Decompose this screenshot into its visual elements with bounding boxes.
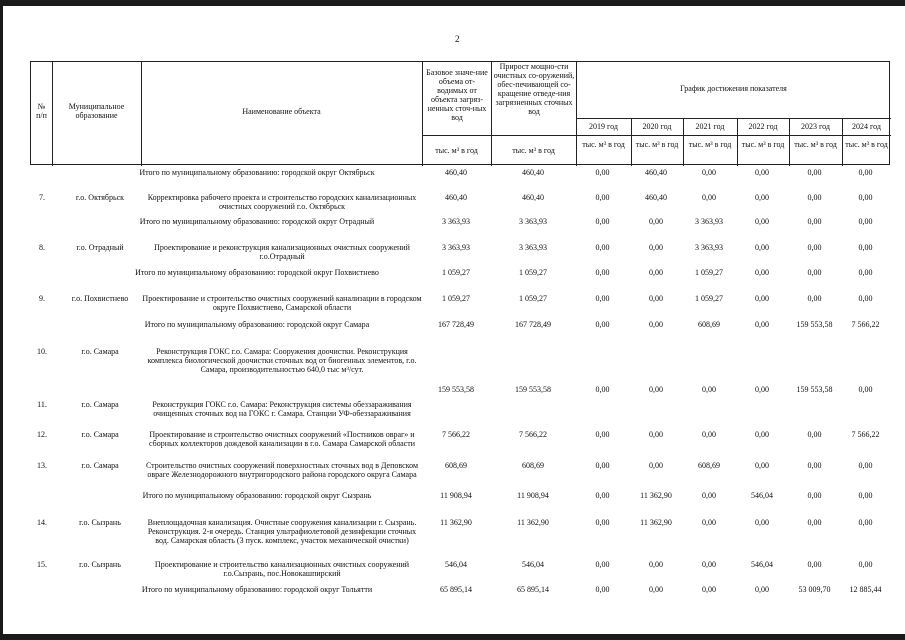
year-value-2023: 53 009,70 bbox=[798, 585, 831, 594]
year-value-2020: 0,00 bbox=[649, 294, 663, 303]
year-2020: 2020 год bbox=[642, 122, 672, 131]
year-value-2022: 0,00 bbox=[755, 461, 769, 470]
base-value: 11 362,90 bbox=[440, 518, 472, 527]
year-value-2020: 0,00 bbox=[649, 430, 663, 439]
base-value: 460,40 bbox=[445, 193, 467, 202]
row-municipality: г.о. Самара bbox=[81, 430, 119, 439]
year-value-2021: 0,00 bbox=[702, 491, 716, 500]
year-value-2023: 0,00 bbox=[807, 560, 822, 569]
base-value: 159 553,58 bbox=[438, 385, 474, 394]
unit-2022: тыс. м³ в год bbox=[741, 140, 785, 149]
year-value-2019: 0,00 bbox=[595, 268, 610, 277]
year-value-2022: 546,04 bbox=[751, 560, 773, 569]
increase-value: 11 908,94 bbox=[517, 491, 549, 500]
year-2022: 2022 год bbox=[748, 122, 778, 131]
year-value-2020: 0,00 bbox=[649, 461, 663, 470]
year-value-2020: 460,40 bbox=[645, 168, 667, 177]
base-value: 1 059,27 bbox=[442, 294, 470, 303]
year-value-2019: 0,00 bbox=[595, 430, 610, 439]
unit-base: тыс. м³ в год bbox=[435, 146, 478, 155]
year-value-2024: 12 885,44 bbox=[849, 585, 882, 594]
year-value-2019: 0,00 bbox=[595, 560, 610, 569]
year-value-2020: 0,00 bbox=[649, 320, 663, 329]
year-value-2024: 0,00 bbox=[858, 491, 873, 500]
unit-2020: тыс. м³ в год bbox=[635, 140, 679, 149]
year-value-2023: 0,00 bbox=[807, 461, 822, 470]
year-value-2020: 0,00 bbox=[649, 243, 663, 252]
row-municipality: г.о. Самара bbox=[81, 347, 119, 356]
row-municipality: г.о. Отрадный bbox=[76, 243, 124, 252]
year-value-2024: 0,00 bbox=[858, 268, 873, 277]
year-value-2022: 0,00 bbox=[755, 430, 769, 439]
year-value-2024: 0,00 bbox=[858, 193, 873, 202]
year-value-2020: 0,00 bbox=[649, 585, 663, 594]
row-number: 11. bbox=[37, 400, 47, 409]
year-value-2021: 608,69 bbox=[698, 461, 720, 470]
row-municipality: г.о. Октябрьск bbox=[75, 193, 125, 202]
row-object-name: Проектирование и строительство очистных сооружений «Постников овраг» и сборных коллекторов дождевой канализации в г.о. Самара Самарской области bbox=[149, 430, 415, 448]
year-value-2024: 7 566,22 bbox=[851, 320, 880, 329]
year-value-2024: 7 566,22 bbox=[851, 430, 880, 439]
year-value-2019: 0,00 bbox=[595, 243, 610, 252]
row-object-name: Внеплощадочная канализация. Очистные сооружения канализации г. Сызрань. Реконструкция. 2-я очередь. Станция ультрафиолетовой дезинфекции сточных вод. Самарская область (3 пуск. комплекс, участок механической очистки) bbox=[147, 518, 417, 545]
row-number: 15. bbox=[37, 560, 47, 569]
row-municipality: г.о. Сызрань bbox=[79, 518, 121, 527]
year-value-2023: 0,00 bbox=[807, 268, 822, 277]
header-base: Базовое значе-ние объема от-водимых от объекта загряз-ненных сточ-ных вод bbox=[426, 68, 488, 122]
year-value-2019: 0,00 bbox=[595, 320, 610, 329]
base-value: 167 728,49 bbox=[438, 320, 474, 329]
year-value-2022: 0,00 bbox=[755, 518, 769, 527]
year-value-2022: 0,00 bbox=[755, 268, 769, 277]
row-number: 14. bbox=[37, 518, 47, 527]
year-value-2024: 0,00 bbox=[858, 518, 873, 527]
year-value-2019: 0,00 bbox=[595, 585, 610, 594]
unit-2021: тыс. м³ в год bbox=[688, 140, 732, 149]
increase-value: 11 362,90 bbox=[517, 518, 549, 527]
increase-value: 3 363,93 bbox=[519, 243, 547, 252]
table-header bbox=[30, 61, 890, 165]
increase-value: 1 059,27 bbox=[519, 268, 547, 277]
year-value-2021: 1 059,27 bbox=[695, 294, 723, 303]
row-number: 12. bbox=[37, 430, 47, 439]
year-value-2023: 0,00 bbox=[807, 193, 822, 202]
year-value-2019: 0,00 bbox=[595, 518, 610, 527]
increase-value: 460,40 bbox=[522, 168, 544, 177]
year-value-2020: 11 362,90 bbox=[640, 491, 672, 500]
base-value: 460,40 bbox=[445, 168, 467, 177]
year-value-2021: 0,00 bbox=[702, 585, 716, 594]
year-value-2022: 0,00 bbox=[755, 217, 769, 226]
increase-value: 65 895,14 bbox=[517, 585, 549, 594]
year-value-2022: 0,00 bbox=[755, 168, 769, 177]
year-value-2023: 0,00 bbox=[807, 430, 822, 439]
year-value-2024: 0,00 bbox=[858, 217, 873, 226]
year-value-2021: 0,00 bbox=[702, 385, 716, 394]
year-value-2021: 608,69 bbox=[698, 320, 720, 329]
header-num: № п/п bbox=[36, 102, 47, 120]
year-value-2019: 0,00 bbox=[595, 491, 610, 500]
base-value: 3 363,93 bbox=[442, 217, 470, 226]
header-object: Наименование объекта bbox=[242, 107, 321, 116]
base-value: 546,04 bbox=[445, 560, 467, 569]
year-value-2023: 0,00 bbox=[807, 217, 822, 226]
year-value-2019: 0,00 bbox=[595, 217, 610, 226]
year-value-2022: 546,04 bbox=[751, 491, 773, 500]
base-value: 11 908,94 bbox=[440, 491, 472, 500]
year-value-2021: 0,00 bbox=[702, 193, 716, 202]
increase-value: 167 728,49 bbox=[515, 320, 551, 329]
total-label: Итого по муниципальному образованию: городской округ Сызрань bbox=[142, 491, 372, 500]
row-number: 13. bbox=[37, 461, 47, 470]
year-value-2021: 1 059,27 bbox=[695, 268, 723, 277]
increase-value: 7 566,22 bbox=[519, 430, 547, 439]
left-border bbox=[0, 0, 3, 640]
year-value-2024: 0,00 bbox=[858, 560, 873, 569]
year-value-2023: 0,00 bbox=[807, 243, 822, 252]
row-number: 8. bbox=[39, 243, 45, 252]
year-value-2019: 0,00 bbox=[595, 168, 610, 177]
unit-2019: тыс. м³ в год bbox=[582, 140, 625, 149]
year-value-2023: 0,00 bbox=[807, 294, 822, 303]
year-value-2020: 0,00 bbox=[649, 560, 663, 569]
unit-increase: тыс. м³ в год bbox=[512, 146, 555, 155]
total-label: Итого по муниципальному образованию: городской округ Тольятти bbox=[141, 585, 373, 594]
year-value-2022: 0,00 bbox=[755, 294, 769, 303]
year-value-2019: 0,00 bbox=[595, 385, 610, 394]
year-2023: 2023 год bbox=[801, 122, 830, 131]
year-value-2024: 0,00 bbox=[858, 243, 873, 252]
year-2019: 2019 год bbox=[589, 122, 618, 131]
year-value-2023: 0,00 bbox=[807, 518, 822, 527]
row-object-name: Строительство очистных сооружений поверхностных сточных вод в Деповском овраге Железнодорожного внутригородского района городского округа Самара bbox=[145, 461, 419, 479]
total-label: Итого по муниципальному образованию: городской округ Отрадный bbox=[139, 217, 375, 226]
header-increase: Прирост мощно-сти очистных со-оружений, обес-печивающей со-кращение отведе-ния загрязненных сточных вод bbox=[493, 62, 575, 116]
year-value-2021: 0,00 bbox=[702, 430, 716, 439]
row-object-name: Проектирование и строительство очистных сооружений канализации в городском округе Похвистнево, Самарской области bbox=[142, 294, 422, 312]
year-value-2021: 0,00 bbox=[702, 518, 716, 527]
year-value-2022: 0,00 bbox=[755, 243, 769, 252]
year-value-2021: 0,00 bbox=[702, 168, 716, 177]
row-number: 7. bbox=[39, 193, 45, 202]
row-municipality: г.о. Самара bbox=[81, 461, 119, 470]
year-value-2019: 0,00 bbox=[595, 294, 610, 303]
page-number: 2 bbox=[455, 34, 460, 44]
top-border bbox=[0, 0, 905, 6]
increase-value: 159 553,58 bbox=[515, 385, 551, 394]
row-object-name: Реконструкция ГОКС г.о. Самара: Сооружения доочистки. Реконструкция комплекса биологической доочистки сточных вод от биогенных элементов, г.о. Самара, производительностью 640,0 тыс м³/сут. bbox=[147, 347, 417, 374]
increase-value: 608,69 bbox=[522, 461, 544, 470]
row-number: 10. bbox=[37, 347, 47, 356]
increase-value: 3 363,93 bbox=[519, 217, 547, 226]
year-2021: 2021 год bbox=[695, 122, 725, 131]
year-value-2019: 0,00 bbox=[595, 461, 610, 470]
year-value-2024: 0,00 bbox=[858, 385, 873, 394]
row-municipality: г.о. Сызрань bbox=[79, 560, 121, 569]
year-value-2023: 0,00 bbox=[807, 491, 822, 500]
year-value-2020: 460,40 bbox=[645, 193, 667, 202]
unit-2024: тыс. м³ в год bbox=[845, 140, 888, 149]
year-value-2020: 0,00 bbox=[649, 217, 663, 226]
row-number: 9. bbox=[39, 294, 45, 303]
year-2024: 2024 год bbox=[852, 122, 881, 131]
bottom-border bbox=[0, 634, 905, 640]
year-value-2021: 0,00 bbox=[702, 560, 716, 569]
header-municipality: Муниципальное образование bbox=[68, 102, 125, 120]
year-value-2021: 3 363,93 bbox=[695, 243, 723, 252]
base-value: 608,69 bbox=[445, 461, 467, 470]
year-value-2021: 3 363,93 bbox=[695, 217, 723, 226]
total-label: Итого по муниципальному образованию: городской округ Октябрьск bbox=[139, 168, 375, 177]
row-municipality: г.о. Похвистнево bbox=[71, 294, 129, 303]
year-value-2019: 0,00 bbox=[595, 193, 610, 202]
year-value-2024: 0,00 bbox=[858, 461, 873, 470]
year-value-2023: 159 553,58 bbox=[796, 385, 833, 394]
row-municipality: г.о. Самара bbox=[81, 400, 119, 409]
base-value: 7 566,22 bbox=[442, 430, 470, 439]
total-label: Итого по муниципальному образованию: городской округ Похвистнево bbox=[135, 268, 379, 277]
year-value-2023: 159 553,58 bbox=[796, 320, 833, 329]
base-value: 65 895,14 bbox=[440, 585, 472, 594]
year-value-2022: 0,00 bbox=[755, 193, 769, 202]
row-object-name: Корректировка рабочего проекта и строительство городских канализационных очистных сооружений г.о. Октябрьск bbox=[147, 193, 417, 211]
row-object-name: Реконструкция ГОКС г.о. Самара: Реконструкция системы обеззараживания очищенных сточных вод на ГОКС г. Самара. Станции УФ-обеззараживания bbox=[152, 400, 412, 418]
unit-2023: тыс. м³ в год bbox=[794, 140, 837, 149]
year-value-2022: 0,00 bbox=[755, 385, 769, 394]
year-value-2023: 0,00 bbox=[807, 168, 822, 177]
base-value: 1 059,27 bbox=[442, 268, 470, 277]
year-value-2024: 0,00 bbox=[858, 294, 873, 303]
row-object-name: Проектирование и строительство канализационных очистных сооружений г.о.Сызрань, пос.Новокашпирский bbox=[154, 560, 410, 578]
increase-value: 546,04 bbox=[522, 560, 544, 569]
year-value-2024: 0,00 bbox=[858, 168, 873, 177]
increase-value: 1 059,27 bbox=[519, 294, 547, 303]
total-label: Итого по муниципальному образованию: городской округ Самара bbox=[144, 320, 370, 329]
year-value-2020: 0,00 bbox=[649, 268, 663, 277]
row-object-name: Проектирование и реконструкция канализационных очистных сооружений г.о.Отрадный bbox=[154, 243, 410, 261]
header-schedule: График достижения показателя bbox=[680, 84, 787, 93]
year-value-2022: 0,00 bbox=[755, 320, 769, 329]
base-value: 3 363,93 bbox=[442, 243, 470, 252]
year-value-2020: 11 362,90 bbox=[640, 518, 672, 527]
increase-value: 460,40 bbox=[522, 193, 544, 202]
year-value-2022: 0,00 bbox=[755, 585, 769, 594]
year-value-2020: 0,00 bbox=[649, 385, 663, 394]
